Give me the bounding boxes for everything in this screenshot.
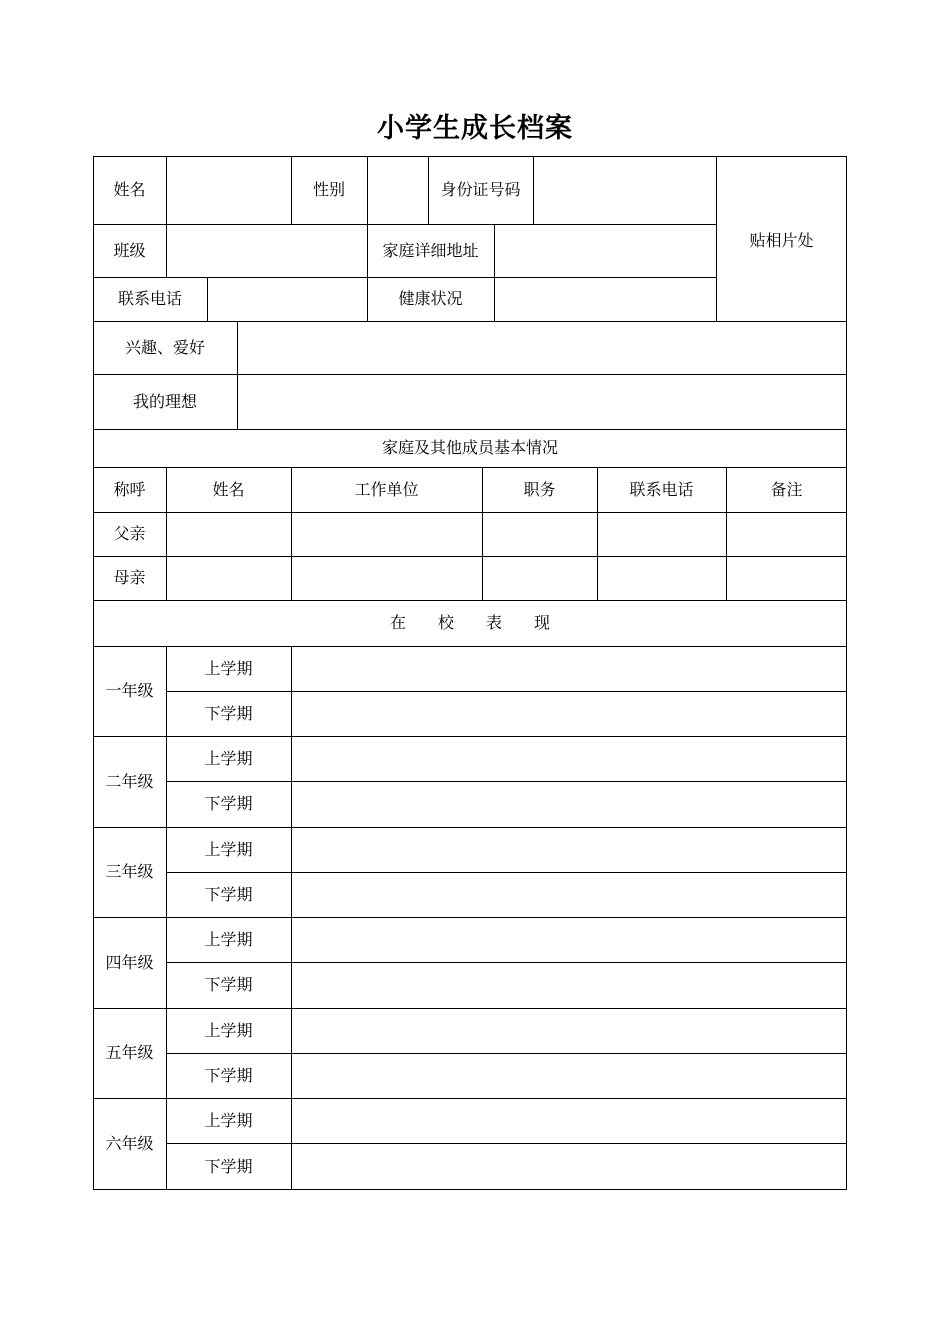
family-row-mother: 母亲 [113, 568, 146, 587]
grade-2-term-1-label: 上学期 [204, 748, 253, 768]
id-number-field[interactable] [534, 157, 716, 224]
family-header-notes: 备注 [770, 479, 803, 499]
grade-3-term-2-label: 下学期 [204, 884, 253, 904]
grade-1-term-2-field[interactable] [292, 692, 847, 736]
grade-2-term-2-field[interactable] [292, 782, 847, 827]
father-workplace-field[interactable] [292, 513, 482, 556]
id-number-label: 身份证号码 [440, 180, 521, 199]
father-name-field[interactable] [167, 513, 291, 556]
hobbies-field[interactable] [238, 322, 847, 374]
father-phone-field[interactable] [598, 513, 726, 556]
family-section-title: 家庭及其他成员基本情况 [381, 438, 558, 457]
address-field[interactable] [495, 225, 716, 277]
school-title-char: 校 [437, 613, 454, 632]
grade-1-term-1-field[interactable] [292, 647, 847, 691]
grade-6-term-1-label: 上学期 [204, 1110, 253, 1130]
grade-2-label: 二年级 [105, 771, 154, 791]
school-title-char: 现 [534, 613, 551, 632]
gender-field[interactable] [368, 157, 428, 224]
mother-notes-field[interactable] [727, 557, 847, 600]
name-label: 姓名 [113, 180, 146, 199]
family-row-father: 父亲 [113, 524, 146, 543]
grade-2-term-2-label: 下学期 [204, 794, 253, 813]
mother-phone-field[interactable] [598, 557, 726, 600]
grade-4-term-2-field[interactable] [292, 963, 847, 1008]
name-field[interactable] [167, 157, 291, 224]
grade-5-term-2-field[interactable] [292, 1054, 847, 1098]
grade-5-label: 五年级 [105, 1043, 154, 1062]
phone-label: 联系电话 [117, 289, 182, 308]
grade-1-term-1-label: 上学期 [204, 658, 253, 678]
document-title: 小学生成长档案 [377, 113, 573, 144]
grade-6-term-2-label: 下学期 [204, 1156, 253, 1176]
phone-field[interactable] [208, 278, 367, 321]
school-title-char: 在 [389, 613, 406, 632]
mother-position-field[interactable] [483, 557, 597, 600]
photo-label: 贴相片处 [749, 231, 814, 250]
family-header-name: 姓名 [212, 479, 245, 499]
grade-1-term-2-label: 下学期 [204, 703, 253, 723]
school-title-char: 表 [486, 613, 503, 632]
family-header-relation: 称呼 [113, 479, 146, 499]
grade-6-term-2-field[interactable] [292, 1144, 847, 1189]
grade-3-term-2-field[interactable] [292, 873, 847, 917]
grade-5-term-1-field[interactable] [292, 1009, 847, 1053]
grade-6-term-1-field[interactable] [292, 1099, 847, 1143]
grade-5-term-2-label: 下学期 [204, 1065, 253, 1085]
grade-4-term-1-field[interactable] [292, 918, 847, 962]
grade-2-term-1-field[interactable] [292, 737, 847, 781]
health-label: 健康状况 [398, 289, 463, 308]
health-field[interactable] [495, 278, 716, 321]
class-label: 班级 [113, 240, 146, 260]
family-header-phone: 联系电话 [629, 479, 694, 499]
school-section-title [93, 600, 847, 646]
grade-4-label: 四年级 [105, 952, 154, 972]
grade-4-term-2-label: 下学期 [204, 975, 253, 994]
family-header-position: 职务 [523, 479, 556, 499]
address-label: 家庭详细地址 [382, 240, 479, 260]
grade-5-term-1-label: 上学期 [204, 1020, 253, 1040]
ideal-label: 我的理想 [132, 391, 197, 411]
ideal-field[interactable] [238, 375, 847, 429]
grade-4-term-1-label: 上学期 [204, 929, 253, 949]
father-notes-field[interactable] [727, 513, 847, 556]
mother-name-field[interactable] [167, 557, 291, 600]
class-field[interactable] [167, 225, 367, 277]
grade-3-term-1-field[interactable] [292, 828, 847, 872]
father-position-field[interactable] [483, 513, 597, 556]
family-header-workplace: 工作单位 [354, 479, 419, 499]
grade-3-term-1-label: 上学期 [204, 839, 253, 859]
hobbies-label: 兴趣、爱好 [124, 337, 205, 357]
mother-workplace-field[interactable] [292, 557, 482, 600]
grade-6-label: 六年级 [105, 1134, 154, 1153]
gender-label: 性别 [312, 180, 345, 199]
grade-1-label: 一年级 [105, 681, 154, 700]
grade-3-label: 三年级 [105, 862, 154, 881]
